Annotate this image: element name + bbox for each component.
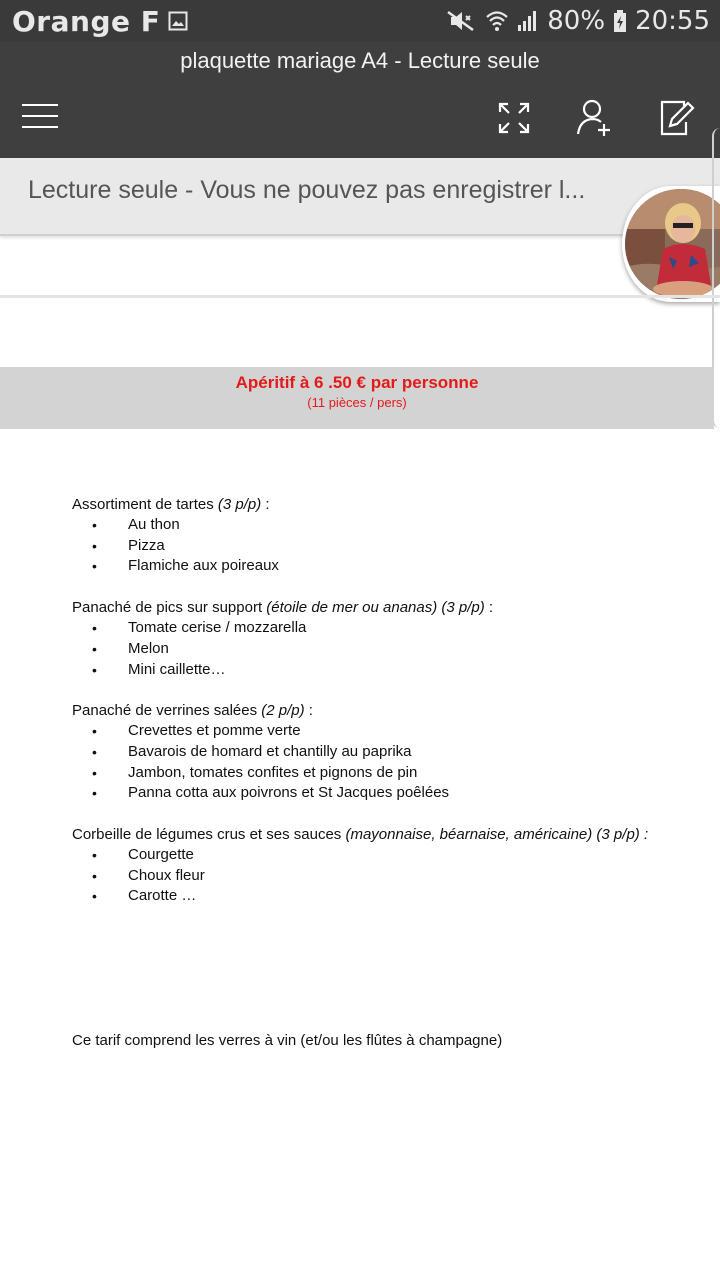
menu-icon[interactable] <box>22 104 58 130</box>
readonly-message: Lecture seule - Vous ne pouvez pas enregistrer l... <box>28 176 586 204</box>
wifi-icon <box>485 9 509 33</box>
readonly-banner[interactable] <box>0 158 720 236</box>
list-item: • Bavarois de homard et chantilly au paprika <box>72 742 692 763</box>
bullet-list <box>72 618 692 680</box>
list-item: • Pizza <box>72 536 692 557</box>
mute-icon <box>445 9 477 33</box>
list-item: • Jambon, tomates confites et pignons de pin <box>72 763 692 784</box>
status-bar <box>0 0 720 42</box>
list-item: • Au thon <box>72 515 692 536</box>
carrier-name: Orange F <box>12 4 161 38</box>
battery-percent: 80% <box>547 6 606 36</box>
menu-section <box>72 597 692 680</box>
clock: 20:55 <box>635 6 710 36</box>
bullet-list <box>72 515 692 577</box>
list-item: • Panna cotta aux poivrons et St Jacques poêlées <box>72 783 692 804</box>
menu-section <box>72 824 692 907</box>
price-subtitle: (11 pièces / pers) <box>307 395 407 410</box>
edit-document-icon[interactable] <box>656 98 696 138</box>
footer-note: Ce tarif comprend les verres à vin (et/ou les flûtes à champagne) <box>72 1032 503 1049</box>
list-item: • Tomate cerise / mozzarella <box>72 618 692 639</box>
list-item: • Melon <box>72 639 692 660</box>
price-band <box>0 367 714 429</box>
bullet-list <box>72 845 692 907</box>
section-heading: Panaché de verrines salées (2 p/p) : <box>72 702 313 720</box>
price-title: Apéritif à 6 .50 € par personne <box>235 373 479 392</box>
bullet-list <box>72 721 692 804</box>
section-heading: Corbeille de légumes crus et ses sauces (mayonnaise, béarnaise, américaine) (3 p/p) : <box>72 826 649 844</box>
menu-section <box>72 700 692 804</box>
fullscreen-icon[interactable] <box>494 98 534 138</box>
list-item: • Carotte … <box>72 886 692 907</box>
section-heading: Assortiment de tartes (3 p/p) : <box>72 496 270 513</box>
gallery-icon <box>168 11 188 31</box>
list-item: • Mini caillette… <box>72 660 692 681</box>
signal-icon <box>517 9 539 33</box>
avatar[interactable] <box>622 186 720 302</box>
menu-section <box>72 494 692 577</box>
list-item: • Flamiche aux poireaux <box>72 556 692 577</box>
share-person-icon[interactable] <box>574 98 614 138</box>
document-body <box>72 494 692 927</box>
app-header <box>0 42 720 158</box>
list-item: • Courgette <box>72 845 692 866</box>
battery-icon <box>613 9 627 33</box>
page-divider <box>0 295 720 298</box>
list-item: • Choux fleur <box>72 866 692 887</box>
list-item: • Crevettes et pomme verte <box>72 721 692 742</box>
section-heading: Panaché de pics sur support (étoile de mer ou ananas) (3 p/p) : <box>72 599 494 617</box>
document-title: plaquette mariage A4 - Lecture seule <box>180 48 540 73</box>
